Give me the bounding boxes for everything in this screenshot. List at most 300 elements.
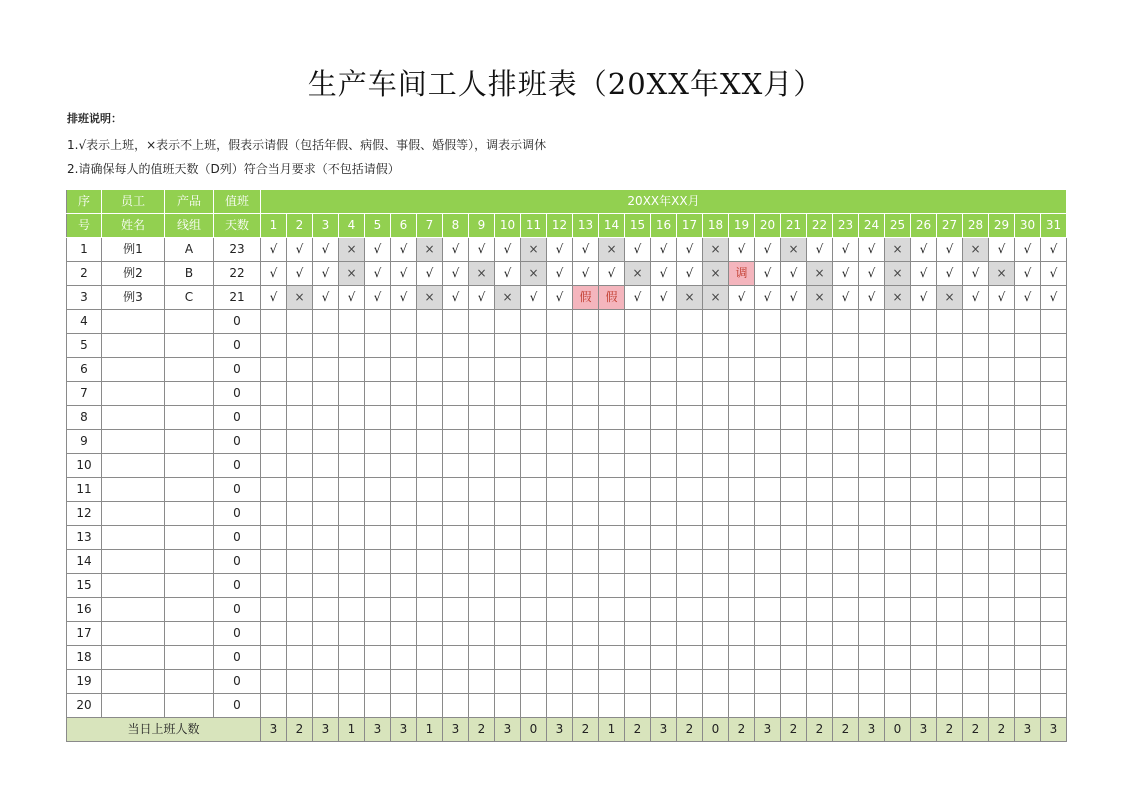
schedule-cell: [781, 430, 807, 454]
daily-total: 2: [833, 718, 859, 742]
schedule-cell: [417, 574, 443, 598]
total-row: [67, 718, 1067, 742]
schedule-cell: [287, 310, 313, 334]
schedule-cell: [1015, 622, 1041, 646]
schedule-cell: [521, 646, 547, 670]
schedule-cell: ×: [469, 262, 495, 286]
schedule-cell: [625, 646, 651, 670]
schedule-cell: [495, 622, 521, 646]
row-seq: 11: [67, 478, 102, 502]
schedule-cell: [287, 478, 313, 502]
schedule-cell: [599, 478, 625, 502]
schedule-cell: [1041, 430, 1067, 454]
schedule-cell: [521, 694, 547, 718]
schedule-cell: [989, 502, 1015, 526]
schedule-cell: [1015, 574, 1041, 598]
schedule-cell: [703, 502, 729, 526]
schedule-cell: √: [391, 286, 417, 310]
schedule-cell: [1015, 454, 1041, 478]
day-number: 27: [937, 214, 963, 238]
schedule-cell: [859, 358, 885, 382]
schedule-cell: ×: [599, 238, 625, 262]
schedule-cell: ×: [339, 238, 365, 262]
schedule-cell: [599, 574, 625, 598]
schedule-cell: [781, 478, 807, 502]
schedule-cell: √: [755, 286, 781, 310]
schedule-cell: [989, 310, 1015, 334]
schedule-cell: [729, 430, 755, 454]
schedule-cell: [729, 382, 755, 406]
schedule-cell: √: [469, 238, 495, 262]
schedule-cell: ×: [521, 238, 547, 262]
schedule-cell: [339, 670, 365, 694]
schedule-cell: [573, 694, 599, 718]
schedule-cell: [755, 502, 781, 526]
schedule-cell: [911, 598, 937, 622]
schedule-cell: [573, 454, 599, 478]
schedule-cell: [729, 454, 755, 478]
schedule-cell: √: [989, 238, 1015, 262]
schedule-cell: [963, 334, 989, 358]
schedule-cell: [885, 622, 911, 646]
header-name-2: 姓名: [102, 214, 165, 238]
schedule-cell: [495, 646, 521, 670]
schedule-cell: √: [521, 286, 547, 310]
employee-name: [102, 646, 165, 670]
schedule-cell: [859, 574, 885, 598]
schedule-cell: [833, 526, 859, 550]
schedule-cell: [755, 622, 781, 646]
schedule-cell: ×: [625, 262, 651, 286]
note-line-1: 1.√表示上班，×表示不上班，假表示请假（包括年假、病假、事假、婚假等），调表示调休: [67, 138, 547, 152]
day-number: 1: [261, 214, 287, 238]
row-seq: 6: [67, 358, 102, 382]
schedule-cell: [417, 598, 443, 622]
schedule-cell: [261, 478, 287, 502]
product-group: [165, 598, 214, 622]
schedule-cell: √: [313, 238, 339, 262]
schedule-cell: [443, 550, 469, 574]
schedule-cell: [339, 526, 365, 550]
schedule-cell: [963, 454, 989, 478]
schedule-cell: [365, 694, 391, 718]
schedule-cell: [261, 670, 287, 694]
employee-name: [102, 598, 165, 622]
row-seq: 9: [67, 430, 102, 454]
schedule-cell: [989, 334, 1015, 358]
table-row: [67, 406, 1067, 430]
schedule-cell: [287, 382, 313, 406]
header-days-1: 值班: [214, 190, 261, 214]
schedule-cell: √: [859, 238, 885, 262]
schedule-cell: [885, 550, 911, 574]
schedule-cell: [469, 454, 495, 478]
schedule-cell: [599, 550, 625, 574]
daily-total: 2: [625, 718, 651, 742]
schedule-cell: [547, 358, 573, 382]
schedule-cell: √: [417, 262, 443, 286]
schedule-cell: [885, 382, 911, 406]
schedule-cell: [573, 526, 599, 550]
schedule-cell: [885, 574, 911, 598]
schedule-cell: [911, 406, 937, 430]
schedule-cell: 假: [573, 286, 599, 310]
schedule-cell: ×: [963, 238, 989, 262]
daily-total: 2: [989, 718, 1015, 742]
schedule-cell: [677, 430, 703, 454]
schedule-cell: [599, 622, 625, 646]
table-row: [67, 694, 1067, 718]
schedule-cell: [1015, 502, 1041, 526]
day-number: 21: [781, 214, 807, 238]
schedule-cell: [469, 622, 495, 646]
schedule-cell: [833, 430, 859, 454]
schedule-cell: [495, 550, 521, 574]
schedule-cell: [599, 526, 625, 550]
schedule-cell: √: [391, 262, 417, 286]
schedule-cell: [287, 646, 313, 670]
schedule-cell: [729, 670, 755, 694]
schedule-cell: [391, 670, 417, 694]
schedule-cell: [781, 574, 807, 598]
schedule-cell: [963, 478, 989, 502]
schedule-cell: [807, 382, 833, 406]
product-group: C: [165, 286, 214, 310]
schedule-cell: [573, 406, 599, 430]
schedule-cell: [1015, 430, 1041, 454]
schedule-cell: [521, 670, 547, 694]
schedule-cell: [339, 334, 365, 358]
schedule-cell: [417, 358, 443, 382]
schedule-cell: [1015, 646, 1041, 670]
schedule-cell: [781, 310, 807, 334]
schedule-cell: √: [833, 286, 859, 310]
row-seq: 8: [67, 406, 102, 430]
schedule-cell: √: [755, 262, 781, 286]
schedule-cell: [677, 454, 703, 478]
schedule-cell: [1015, 670, 1041, 694]
schedule-cell: [989, 670, 1015, 694]
daily-total: 3: [313, 718, 339, 742]
schedule-cell: [573, 622, 599, 646]
schedule-cell: [599, 598, 625, 622]
schedule-cell: [1041, 670, 1067, 694]
schedule-cell: [859, 310, 885, 334]
day-number: 7: [417, 214, 443, 238]
product-group: [165, 358, 214, 382]
schedule-cell: ×: [677, 286, 703, 310]
schedule-cell: [417, 550, 443, 574]
schedule-cell: [781, 334, 807, 358]
total-label: 当日上班人数: [67, 718, 261, 742]
schedule-cell: [859, 430, 885, 454]
schedule-cell: [859, 478, 885, 502]
schedule-cell: [495, 310, 521, 334]
schedule-cell: [469, 406, 495, 430]
schedule-cell: [963, 406, 989, 430]
employee-name: [102, 622, 165, 646]
schedule-cell: [833, 502, 859, 526]
schedule-cell: [495, 502, 521, 526]
schedule-cell: [521, 574, 547, 598]
schedule-cell: [443, 622, 469, 646]
schedule-cell: [521, 526, 547, 550]
schedule-cell: √: [781, 262, 807, 286]
schedule-cell: √: [781, 286, 807, 310]
header-row-2: [67, 214, 1067, 238]
schedule-cell: [417, 646, 443, 670]
schedule-cell: [755, 646, 781, 670]
schedule-cell: [495, 454, 521, 478]
schedule-cell: √: [443, 238, 469, 262]
schedule-cell: [937, 550, 963, 574]
schedule-cell: [885, 526, 911, 550]
schedule-cell: [469, 550, 495, 574]
schedule-cell: √: [313, 286, 339, 310]
daily-total: 2: [287, 718, 313, 742]
schedule-cell: [963, 598, 989, 622]
product-group: [165, 670, 214, 694]
note-line-2: 2.请确保每人的值班天数（D列）符合当月要求（不包括请假）: [67, 162, 400, 176]
table-row: [67, 262, 1067, 286]
product-group: [165, 526, 214, 550]
schedule-cell: [599, 382, 625, 406]
schedule-cell: [833, 646, 859, 670]
day-number: 16: [651, 214, 677, 238]
schedule-cell: ×: [885, 262, 911, 286]
schedule-cell: [547, 598, 573, 622]
schedule-cell: [573, 478, 599, 502]
schedule-cell: [339, 622, 365, 646]
schedule-cell: √: [729, 286, 755, 310]
schedule-cell: [703, 478, 729, 502]
schedule-cell: [911, 574, 937, 598]
schedule-cell: [651, 526, 677, 550]
schedule-cell: [859, 622, 885, 646]
schedule-cell: [1041, 622, 1067, 646]
schedule-cell: [313, 334, 339, 358]
schedule-cell: [989, 646, 1015, 670]
schedule-cell: [417, 430, 443, 454]
schedule-cell: [521, 622, 547, 646]
row-seq: 13: [67, 526, 102, 550]
schedule-cell: [729, 598, 755, 622]
schedule-cell: [885, 454, 911, 478]
schedule-cell: [833, 694, 859, 718]
schedule-cell: [625, 670, 651, 694]
schedule-cell: √: [495, 262, 521, 286]
schedule-cell: [547, 526, 573, 550]
duty-days: 0: [214, 310, 261, 334]
schedule-cell: [833, 382, 859, 406]
schedule-cell: [1041, 550, 1067, 574]
schedule-cell: √: [1041, 238, 1067, 262]
schedule-cell: [365, 310, 391, 334]
daily-total: 2: [573, 718, 599, 742]
schedule-cell: [547, 454, 573, 478]
schedule-cell: [651, 430, 677, 454]
schedule-cell: [963, 310, 989, 334]
schedule-cell: [365, 670, 391, 694]
schedule-cell: [469, 670, 495, 694]
duty-days: 22: [214, 262, 261, 286]
day-number: 8: [443, 214, 469, 238]
schedule-cell: [833, 622, 859, 646]
schedule-cell: [651, 694, 677, 718]
schedule-cell: [443, 478, 469, 502]
schedule-cell: [859, 382, 885, 406]
schedule-cell: √: [651, 286, 677, 310]
schedule-cell: [261, 574, 287, 598]
daily-total: 3: [261, 718, 287, 742]
duty-days: 0: [214, 334, 261, 358]
schedule-cell: [1041, 358, 1067, 382]
table-row: [67, 670, 1067, 694]
schedule-cell: [651, 382, 677, 406]
table-row: [67, 526, 1067, 550]
schedule-cell: [703, 382, 729, 406]
schedule-cell: [833, 334, 859, 358]
schedule-cell: [261, 454, 287, 478]
schedule-cell: √: [963, 286, 989, 310]
schedule-cell: [287, 670, 313, 694]
schedule-cell: [625, 310, 651, 334]
product-group: [165, 622, 214, 646]
row-seq: 1: [67, 238, 102, 262]
daily-total: 3: [859, 718, 885, 742]
schedule-cell: [625, 598, 651, 622]
schedule-cell: [937, 694, 963, 718]
schedule-cell: [1041, 646, 1067, 670]
schedule-cell: [391, 598, 417, 622]
schedule-cell: [313, 598, 339, 622]
schedule-cell: [1015, 334, 1041, 358]
schedule-cell: [443, 310, 469, 334]
schedule-cell: [313, 310, 339, 334]
schedule-cell: [703, 598, 729, 622]
schedule-cell: [677, 694, 703, 718]
schedule-cell: [521, 334, 547, 358]
schedule-cell: [521, 430, 547, 454]
schedule-cell: [755, 598, 781, 622]
schedule-cell: [885, 694, 911, 718]
schedule-cell: [1015, 406, 1041, 430]
schedule-cell: [287, 574, 313, 598]
schedule-cell: [781, 694, 807, 718]
schedule-cell: [677, 574, 703, 598]
schedule-cell: [807, 670, 833, 694]
daily-total: 0: [521, 718, 547, 742]
schedule-cell: [911, 670, 937, 694]
schedule-cell: [365, 646, 391, 670]
schedule-cell: [703, 310, 729, 334]
schedule-cell: [443, 646, 469, 670]
schedule-cell: √: [937, 262, 963, 286]
schedule-cell: √: [911, 286, 937, 310]
schedule-cell: [521, 550, 547, 574]
schedule-cell: [677, 550, 703, 574]
schedule-cell: [885, 406, 911, 430]
schedule-cell: [807, 358, 833, 382]
product-group: [165, 430, 214, 454]
schedule-cell: [911, 526, 937, 550]
schedule-cell: [859, 646, 885, 670]
schedule-cell: √: [443, 262, 469, 286]
day-number: 15: [625, 214, 651, 238]
schedule-cell: [261, 526, 287, 550]
schedule-cell: [365, 478, 391, 502]
day-number: 13: [573, 214, 599, 238]
schedule-cell: [261, 310, 287, 334]
schedule-cell: [261, 598, 287, 622]
schedule-cell: √: [495, 238, 521, 262]
schedule-cell: 假: [599, 286, 625, 310]
schedule-cell: [443, 574, 469, 598]
schedule-cell: [911, 334, 937, 358]
schedule-cell: [859, 502, 885, 526]
schedule-cell: [573, 550, 599, 574]
day-number: 6: [391, 214, 417, 238]
schedule-cell: [729, 646, 755, 670]
schedule-cell: [599, 334, 625, 358]
schedule-cell: [1041, 478, 1067, 502]
schedule-cell: [469, 478, 495, 502]
schedule-cell: [703, 406, 729, 430]
table-row: [67, 454, 1067, 478]
schedule-cell: [287, 694, 313, 718]
schedule-cell: [365, 406, 391, 430]
schedule-cell: [469, 526, 495, 550]
schedule-cell: [625, 430, 651, 454]
employee-name: [102, 334, 165, 358]
schedule-cell: [963, 670, 989, 694]
schedule-cell: [391, 550, 417, 574]
row-seq: 2: [67, 262, 102, 286]
schedule-cell: [573, 502, 599, 526]
employee-name: 例1: [102, 238, 165, 262]
table-row: [67, 550, 1067, 574]
schedule-cell: [287, 334, 313, 358]
schedule-cell: [599, 502, 625, 526]
schedule-cell: [391, 574, 417, 598]
schedule-cell: [469, 574, 495, 598]
duty-days: 0: [214, 382, 261, 406]
schedule-cell: [989, 574, 1015, 598]
table-row: [67, 430, 1067, 454]
day-number: 5: [365, 214, 391, 238]
row-seq: 17: [67, 622, 102, 646]
daily-total: 1: [599, 718, 625, 742]
schedule-cell: [443, 670, 469, 694]
schedule-cell: [911, 646, 937, 670]
schedule-cell: [755, 430, 781, 454]
schedule-cell: [859, 598, 885, 622]
schedule-cell: [365, 430, 391, 454]
schedule-cell: [651, 478, 677, 502]
header-days-2: 天数: [214, 214, 261, 238]
schedule-cell: [547, 670, 573, 694]
schedule-cell: √: [677, 262, 703, 286]
schedule-cell: [963, 550, 989, 574]
schedule-cell: [391, 382, 417, 406]
schedule-cell: [1041, 310, 1067, 334]
schedule-cell: [781, 622, 807, 646]
schedule-cell: [469, 382, 495, 406]
duty-days: 21: [214, 286, 261, 310]
product-group: [165, 550, 214, 574]
schedule-cell: [677, 646, 703, 670]
schedule-cell: √: [833, 262, 859, 286]
